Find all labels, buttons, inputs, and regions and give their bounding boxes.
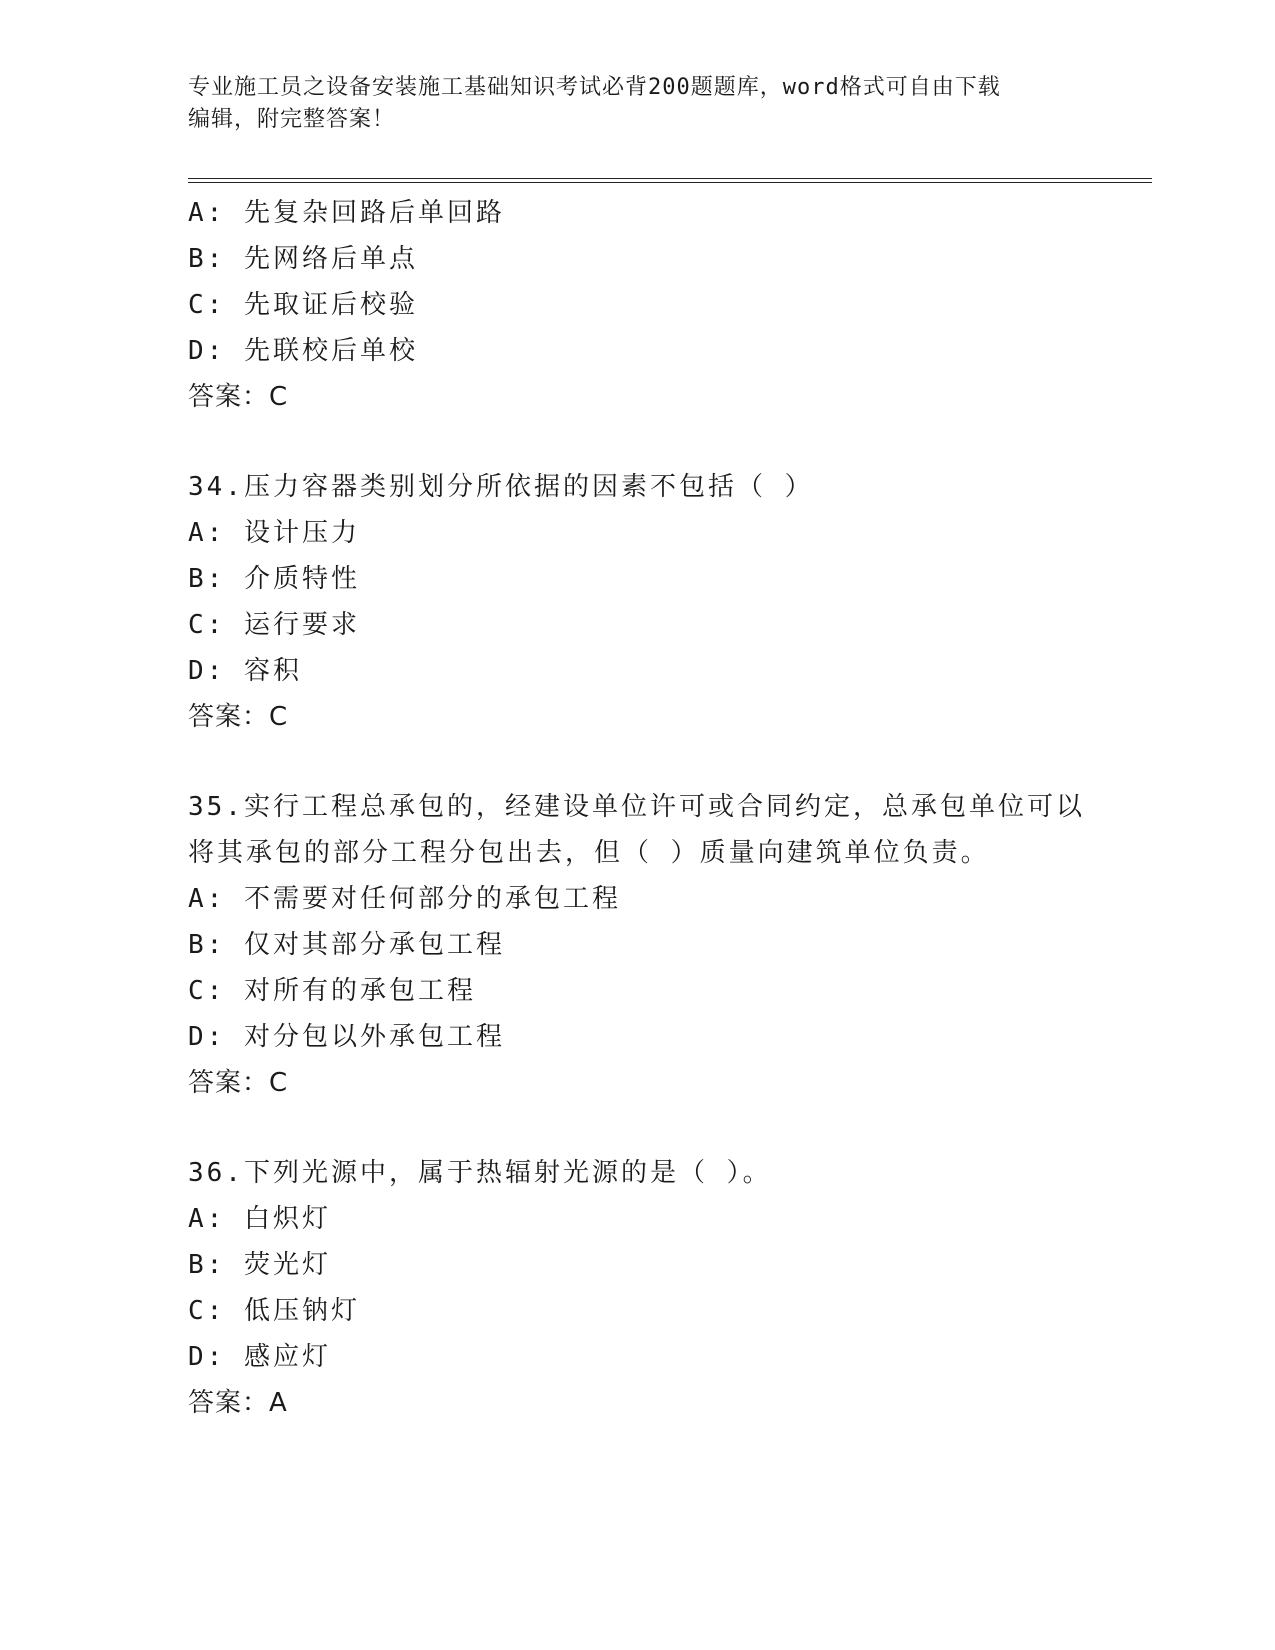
question-block: [188, 190, 1108, 420]
header-title-line-2: 编辑，附完整答案！: [188, 107, 396, 132]
option-b: B: 仅对其部分承包工程: [188, 930, 505, 960]
option-d: D: 感应灯: [188, 1342, 331, 1372]
option-b: B: 介质特性: [188, 564, 360, 594]
header-title-line-1: 专业施工员之设备安装施工基础知识考试必背200题题库，word格式可自由下载: [188, 75, 1001, 100]
question-block: [188, 1150, 1108, 1426]
option-c: C: 低压钠灯: [188, 1296, 360, 1326]
answer-line: 答案：C: [188, 1068, 289, 1098]
question-stem-line-2: 将其承包的部分工程分包出去，但（ ）质量向建筑单位负责。: [188, 838, 990, 868]
option-c: C: 运行要求: [188, 610, 360, 640]
option-d: D: 先联校后单校: [188, 336, 418, 366]
option-c: C: 先取证后校验: [188, 290, 418, 320]
header-divider-top: [188, 178, 1152, 179]
option-d: D: 容积: [188, 656, 302, 686]
question-stem: 34.压力容器类别划分所依据的因素不包括（ ）: [188, 472, 814, 502]
block-spacer: [188, 420, 1108, 464]
question-stem: 36.下列光源中，属于热辐射光源的是（ ）。: [188, 1158, 772, 1188]
option-d: D: 对分包以外承包工程: [188, 1022, 505, 1052]
option-b: B: 先网络后单点: [188, 244, 418, 274]
header-divider-bottom: [188, 182, 1152, 183]
option-a: A: 不需要对任何部分的承包工程: [188, 884, 621, 914]
answer-line: 答案：A: [188, 1388, 288, 1418]
question-block: [188, 464, 1108, 740]
block-spacer: [188, 1106, 1108, 1150]
question-block: [188, 784, 1108, 1106]
option-a: A: 设计压力: [188, 518, 360, 548]
block-spacer: [188, 740, 1108, 784]
option-a: A: 白炽灯: [188, 1204, 331, 1234]
option-c: C: 对所有的承包工程: [188, 976, 476, 1006]
option-b: B: 荧光灯: [188, 1250, 331, 1280]
option-a: A: 先复杂回路后单回路: [188, 198, 505, 228]
question-list: [188, 190, 1108, 1426]
answer-line: 答案：C: [188, 702, 289, 732]
answer-line: 答案：C: [188, 382, 289, 412]
question-stem-line-1: 35.实行工程总承包的，经建设单位许可或合同约定，总承包单位可以: [188, 792, 1085, 822]
document-header: [188, 72, 1088, 136]
